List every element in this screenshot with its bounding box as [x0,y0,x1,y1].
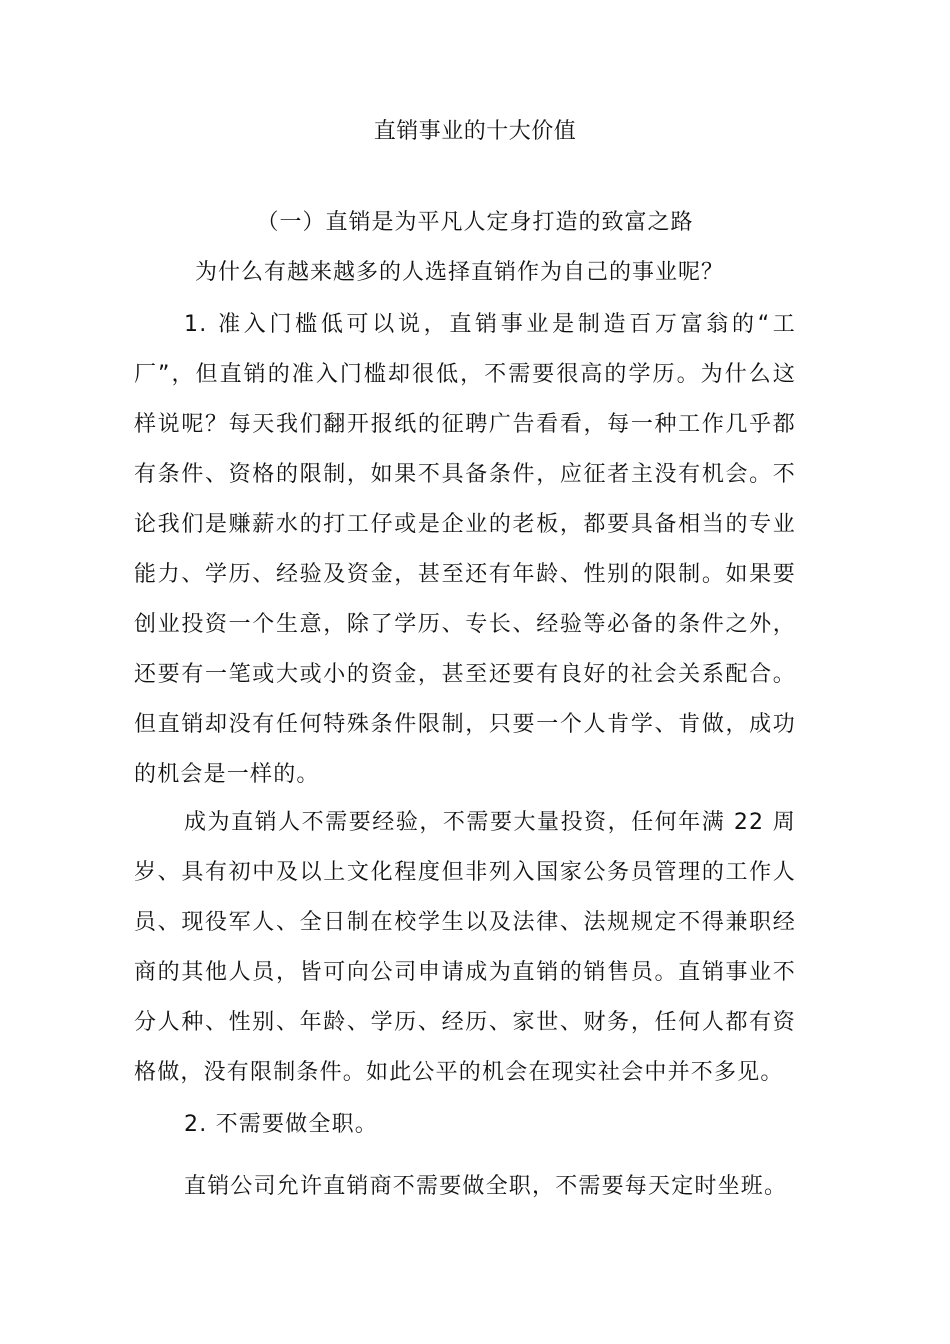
section-heading: （一）直销是为平凡人定身打造的致富之路 [256,210,694,235]
document-title: 直销事业的十大价值 [373,119,577,144]
paragraph-entry-threshold: 1. 准入门槛低可以说，直销事业是制造百万富翁的“工厂”，但直销的准入门槛却很低，不需要很高的学历。为什么这样说呢？每天我们翻开报纸的征聘广告看看，每一种工作几乎都有条件、资格的限制，如果不具备条件，应征者主没有机会。不论我们是赚薪水的打工仔或是企业的老板，都要具备相当的专业能力、学历、经验及资金，甚至还有年龄、性别的限制。如果要创业投资一个生意，除了学历、专长、经验等必备的条件之外，还要有一笔或大或小的资金，甚至还要有良好的社会关系配合。但直销却没有任何特殊条件限制，只要一个人肯学、肯做，成功的机会是一样的。 [134,312,796,787]
paragraph-heading-part-time: 2. 不需要做全职。 [184,1112,378,1137]
paragraph-part-time: 直销公司允许直销商不需要做全职，不需要每天定时坐班。 [184,1174,788,1199]
paragraph-no-experience: 成为直销人不需要经验，不需要大量投资，任何年满 22 周岁、具有初中及以上文化程度但非列入国家公务员管理的工作人员、现役军人、全日制在校学生以及法律、法规规定不得兼职经商的其他人员，皆可向公司申请成为直销的销售员。直销事业不分人种、性别、年龄、学历、经历、家世、财务，任何人都有资格做，没有限制条件。如此公平的机会在现实社会中并不多见。 [134,810,796,1085]
intro-question: 为什么有越来越多的人选择直销作为自己的事业呢？ [195,260,725,285]
